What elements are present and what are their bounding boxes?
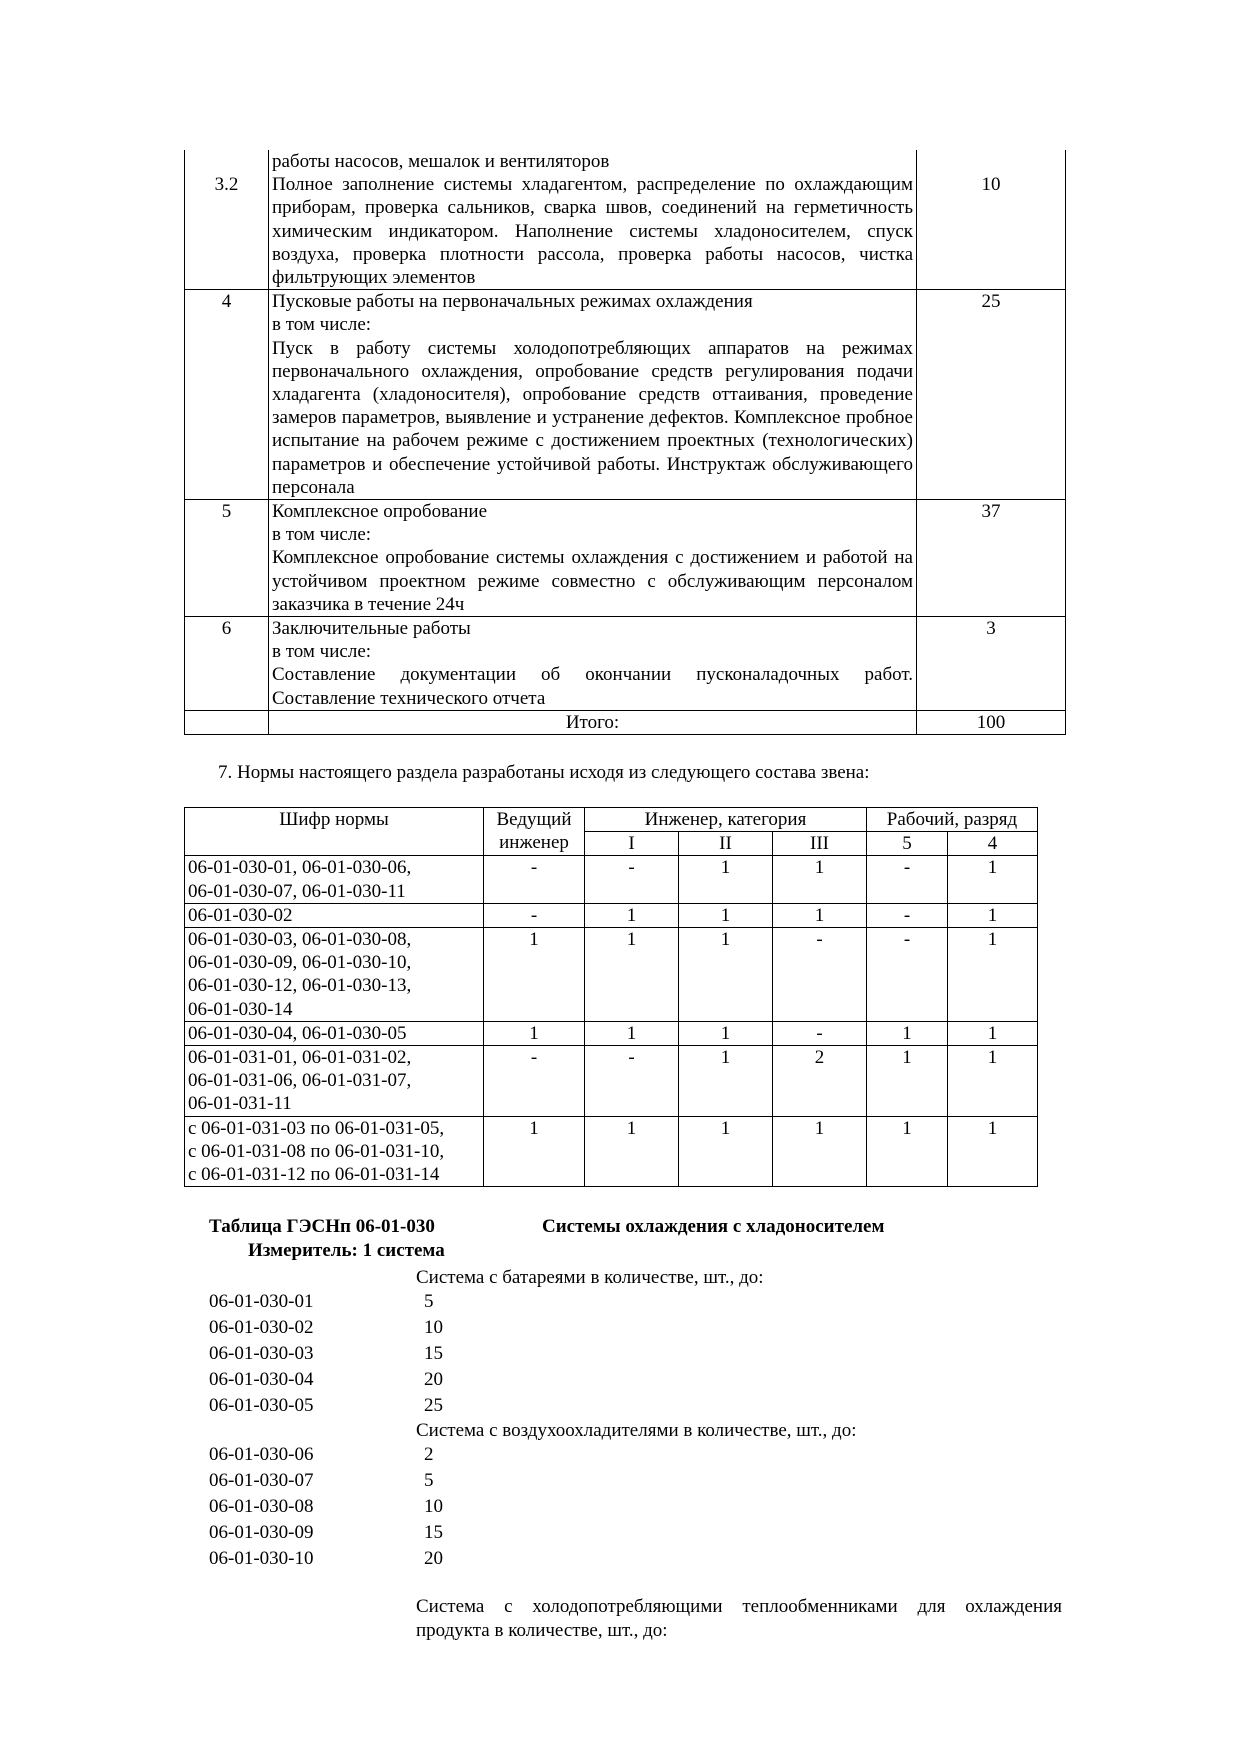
row-description: Комплексное опробование в том числе: Комплексное опробование системы охлаждения с достижением и работой на устойчивом проектном режиме совместно с обслуживающим персоналом заказчика в течение 24ч — [269, 500, 917, 617]
table-row — [185, 150, 1066, 290]
cell: 1 — [679, 856, 773, 903]
norm-code: 06-01-030-08 — [209, 1496, 314, 1517]
norm-code: 06-01-030-06 — [209, 1444, 314, 1465]
group-heading: Система с воздухоохладителями в количестве, шт., до: — [416, 1420, 857, 1441]
norm-value: 5 — [424, 1470, 434, 1491]
norm-value: 5 — [424, 1291, 434, 1312]
cell: - — [773, 1021, 867, 1045]
row-number: 4 — [185, 290, 269, 500]
total-row — [185, 710, 1066, 734]
norm-value: 20 — [424, 1548, 443, 1569]
cell: - — [867, 928, 948, 1022]
table-title: Системы охлаждения с хладоносителем — [542, 1216, 885, 1237]
cell: 1 — [948, 856, 1038, 903]
total-label: Итого: — [269, 710, 917, 734]
table-row — [185, 1046, 1038, 1117]
norm-code: 06-01-030-05 — [209, 1395, 314, 1416]
measure-unit: Измеритель: 1 система — [248, 1240, 445, 1261]
cell: 2 — [773, 1046, 867, 1117]
header-engineer: Инженер, категория — [585, 808, 867, 832]
norm-code: 06-01-030-04, 06-01-030-05 — [185, 1021, 484, 1045]
row-description: Заключительные работы в том числе: Составление документации об окончании пусконаладочных работ. Составление технического отчета — [269, 617, 917, 711]
cell: - — [484, 856, 585, 903]
norm-value: 10 — [424, 1317, 443, 1338]
norm-value: 2 — [424, 1444, 434, 1465]
stages-table — [184, 150, 1066, 735]
row-number: 6 — [185, 617, 269, 711]
norm-code: 06-01-030-01, 06-01-030-06, 06-01-030-07, 06-01-030-11 — [185, 856, 484, 903]
table-row — [185, 856, 1038, 903]
norm-value: 10 — [424, 1496, 443, 1517]
crew-note: 7. Нормы настоящего раздела разработаны исходя из следующего состава звена: — [218, 762, 870, 783]
cell: 1 — [948, 1046, 1038, 1117]
norm-code: 06-01-030-10 — [209, 1548, 314, 1569]
header-row — [185, 808, 1038, 832]
norm-code: 06-01-030-07 — [209, 1470, 314, 1491]
header-cat2: II — [679, 832, 773, 856]
norm-code: 06-01-030-09 — [209, 1522, 314, 1543]
cell: 1 — [679, 903, 773, 927]
cell: 1 — [679, 928, 773, 1022]
row-value: 3 — [917, 617, 1066, 711]
norm-value: 20 — [424, 1369, 443, 1390]
total-empty-cell — [185, 710, 269, 734]
cell: 1 — [773, 903, 867, 927]
header-grade4: 4 — [948, 832, 1038, 856]
cell: 1 — [585, 903, 679, 927]
header-cat1: I — [585, 832, 679, 856]
table-id: Таблица ГЭСНп 06-01-030 — [209, 1216, 435, 1237]
norm-code: 06-01-030-02 — [185, 903, 484, 927]
cell: 1 — [948, 928, 1038, 1022]
header-worker: Рабочий, разряд — [867, 808, 1038, 832]
cell: 1 — [867, 1116, 948, 1187]
row-value: 37 — [917, 500, 1066, 617]
norm-code: 06-01-030-03 — [209, 1343, 314, 1364]
total-value: 100 — [917, 710, 1066, 734]
table-row — [185, 1021, 1038, 1045]
cell: 1 — [679, 1116, 773, 1187]
cell: - — [585, 856, 679, 903]
cell: 1 — [585, 1116, 679, 1187]
cell: 1 — [484, 1021, 585, 1045]
group-heading: Система с холодопотребляющими теплообменниками для охлаждения продукта в количестве, шт., до: — [416, 1596, 1062, 1641]
norm-code: 06-01-030-04 — [209, 1369, 314, 1390]
cell: - — [867, 856, 948, 903]
table-row — [185, 928, 1038, 1022]
cell: 1 — [484, 928, 585, 1022]
crew-table — [184, 807, 1038, 1187]
cell: 1 — [867, 1021, 948, 1045]
cell: - — [867, 903, 948, 927]
cell: 1 — [484, 1116, 585, 1187]
table-row — [185, 1116, 1038, 1187]
norm-value: 15 — [424, 1343, 443, 1364]
cell: 1 — [948, 1116, 1038, 1187]
header-lead-engineer: Ведущий инженер — [484, 808, 585, 856]
header-cat3: III — [773, 832, 867, 856]
cell: - — [585, 1046, 679, 1117]
group-heading: Система с батареями в количестве, шт., до: — [416, 1267, 764, 1288]
cell: 1 — [948, 1021, 1038, 1045]
cell: 1 — [585, 1021, 679, 1045]
table-row — [185, 617, 1066, 711]
cell: 1 — [679, 1021, 773, 1045]
norm-code: 06-01-031-01, 06-01-031-02, 06-01-031-06, 06-01-031-07, 06-01-031-11 — [185, 1046, 484, 1117]
row-number: 3.2 — [185, 150, 269, 290]
row-description: Пусковые работы на первоначальных режимах охлаждения в том числе: Пуск в работу системы холодопотребляющих аппаратов на режимах первоначального охлаждения, опробование средств регулирования подачи хладагента (хладоносителя), опробование средств оттаивания, проведение замеров параметров, выявление и устранение дефектов. Комплексное пробное испытание на рабочем режиме с достижением проектных (технологических) параметров и обеспечение устойчивой работы. Инструктаж обслуживающего персонала — [269, 290, 917, 500]
row-value: 10 — [917, 150, 1066, 290]
cell: 1 — [948, 903, 1038, 927]
header-grade5: 5 — [867, 832, 948, 856]
norm-code: с 06-01-031-03 по 06-01-031-05, с 06-01-031-08 по 06-01-031-10, с 06-01-031-12 по 06-01-031-14 — [185, 1116, 484, 1187]
norm-value: 15 — [424, 1522, 443, 1543]
table-row — [185, 500, 1066, 617]
cell: - — [484, 1046, 585, 1117]
row-number: 5 — [185, 500, 269, 617]
cell: 1 — [585, 928, 679, 1022]
cell: - — [773, 928, 867, 1022]
cell: 1 — [867, 1046, 948, 1117]
row-description: работы насосов, мешалок и вентиляторов Полное заполнение системы хладагентом, распределение по охлаждающим приборам, проверка сальников, сварка швов, соединений на герметичность химическим индикатором. Наполнение системы хладоносителем, спуск воздуха, проверка плотности рассола, проверка работы насосов, чистка фильтрующих элементов — [269, 150, 917, 290]
cell: 1 — [773, 856, 867, 903]
norm-value: 25 — [424, 1395, 443, 1416]
header-code: Шифр нормы — [185, 808, 484, 856]
norm-code: 06-01-030-03, 06-01-030-08, 06-01-030-09, 06-01-030-10, 06-01-030-12, 06-01-030-13, 06-01-030-14 — [185, 928, 484, 1022]
table-row — [185, 903, 1038, 927]
row-value: 25 — [917, 290, 1066, 500]
cell: 1 — [679, 1046, 773, 1117]
table-row — [185, 290, 1066, 500]
cell: - — [484, 903, 585, 927]
norm-code: 06-01-030-01 — [209, 1291, 314, 1312]
norm-code: 06-01-030-02 — [209, 1317, 314, 1338]
cell: 1 — [773, 1116, 867, 1187]
